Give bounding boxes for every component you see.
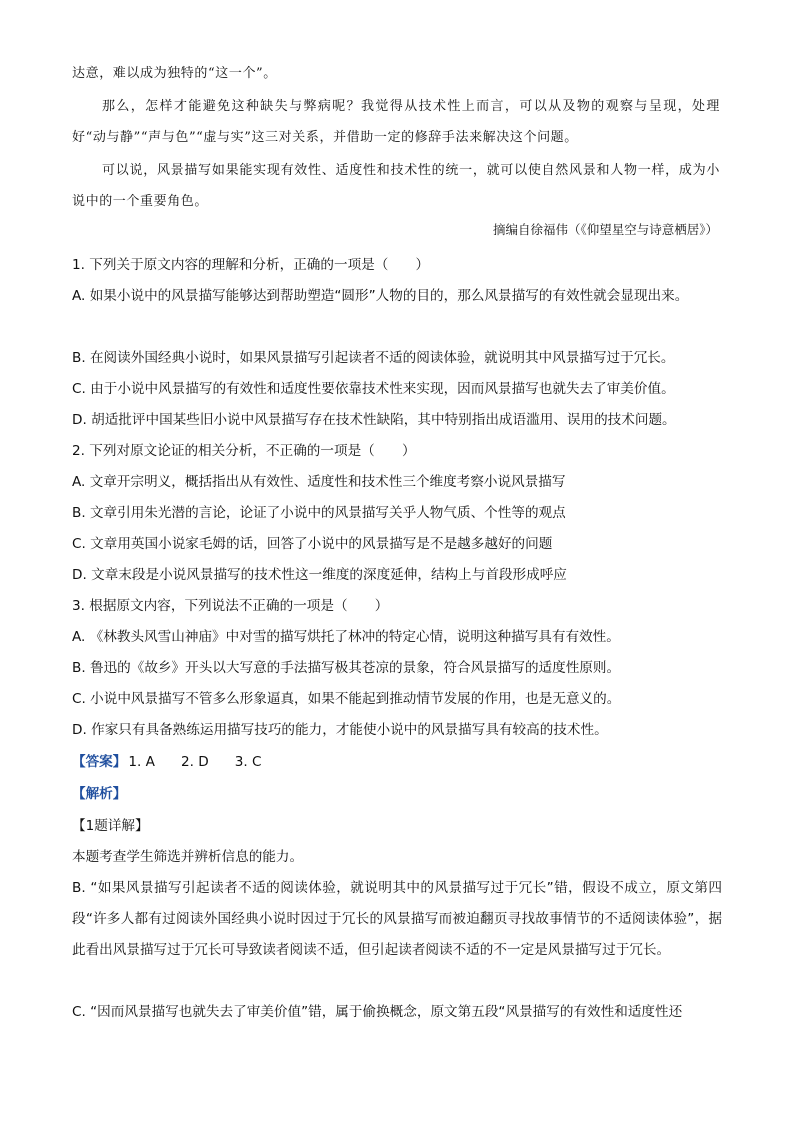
question-2-option-b: B. 文章引用朱光潜的言论，论证了小说中的风景描写关乎人物气质、个性等的观点 <box>72 505 566 521</box>
question-2-option-c: C. 文章用英国小说家毛姆的话，回答了小说中的风景描写是不是越多越好的问题 <box>72 536 553 552</box>
analysis-option-c: C. “因而风景描写也就失去了审美价值”错，属于偷换概念，原文第五段“风景描写的有效性和适度性还 <box>72 1004 683 1020</box>
question-3-option-d: D. 作家只有具备熟练运用描写技巧的能力，才能使小说中的风景描写具有较高的技术性。 <box>72 722 608 738</box>
analysis-label <box>72 779 722 810</box>
question-1-option-c: C. 由于小说中风景描写的有效性和适度性要依靠技术性来实现，因而风景描写也就失去了审美价值。 <box>72 381 675 397</box>
question-3-option-c: C. 小说中风景描写不管多么形象逼真，如果不能起到推动情节发展的作用，也是无意义的。 <box>72 691 621 707</box>
answer-label: 【答案】 <box>72 754 127 770</box>
passage-paragraph-tail: 达意，难以成为独特的“这一个”。 <box>72 66 277 81</box>
passage-paragraph-2: 那么，怎样才能避免这种缺失与弊病呢？我觉得从技术性上而言，可以从及物的观察与呈现，处理好“动与静”“声与色”“虚与实”这三对关系，并借助一定的修辞手法来解决这个问题。 <box>72 99 720 145</box>
question-1-option-d: D. 胡适批评中国某些旧小说中风景描写存在技术性缺陷，其中特别指出成语滥用、误用的技术问题。 <box>72 412 676 428</box>
answer-line <box>72 747 722 778</box>
question-3-option-a: A. 《林教头风雪山神庙》中对雪的描写烘托了林冲的特定心情，说明这种描写具有有效性。 <box>72 629 620 645</box>
question-1-option-a: A. 如果小说中的风景描写能够达到帮助塑造“圆形”人物的目的，那么风景描写的有效性就会显现出来。 <box>72 288 689 304</box>
analysis-label-text: 【解析】 <box>72 786 127 802</box>
passage-paragraph-3: 可以说，风景描写如果能实现有效性、适度性和技术性的统一，就可以使自然风景和人物一样，成为小说中的一个重要角色。 <box>72 163 720 209</box>
passage-source: 摘编自徐福伟（《仰望星空与诗意栖居》） <box>492 222 718 237</box>
answer-item-3: 3. C <box>234 754 262 770</box>
analysis-intro: 本题考查学生筛选并辨析信息的能力。 <box>72 849 304 865</box>
question-1-stem: 1. 下列关于原文内容的理解和分析，正确的一项是（ ） <box>72 257 430 273</box>
question-2-stem: 2. 下列对原文论证的相关分析，不正确的一项是（ ） <box>72 443 416 459</box>
analysis-detail-label: 【1题详解】 <box>72 818 149 834</box>
question-1-option-b: B. 在阅读外国经典小说时，如果风景描写引起读者不适的阅读体验，就说明其中风景描写过于冗长。 <box>72 350 675 366</box>
question-3-option-b: B. 鲁迅的《故乡》开头以大写意的手法描写极其苍凉的景象，符合风景描写的适度性原则。 <box>72 660 621 676</box>
answer-item-2: 2. D <box>180 754 209 770</box>
question-2-option-d: D. 文章末段是小说风景描写的技术性这一维度的深度延伸，结构上与首段形成呼应 <box>72 567 567 583</box>
answer-item-1: 1. A <box>128 754 155 770</box>
analysis-option-b: B. “如果风景描写引起读者不适的阅读体验，就说明其中的风景描写过于冗长”错，假设不成立，原文第四段“许多人都有过阅读外国经典小说时因过于冗长的风景描写而被迫翻页寻找故事情节的不适阅读体验”，据此看出风景描写过于冗长可导致读者阅读不适，但引起读者阅读不适的不一定是风景描写过于冗长。 <box>72 880 722 958</box>
question-3-stem: 3. 根据原文内容，下列说法不正确的一项是（ ） <box>72 598 389 614</box>
question-2-option-a: A. 文章开宗明义，概括指出从有效性、适度性和技术性三个维度考察小说风景描写 <box>72 474 566 490</box>
